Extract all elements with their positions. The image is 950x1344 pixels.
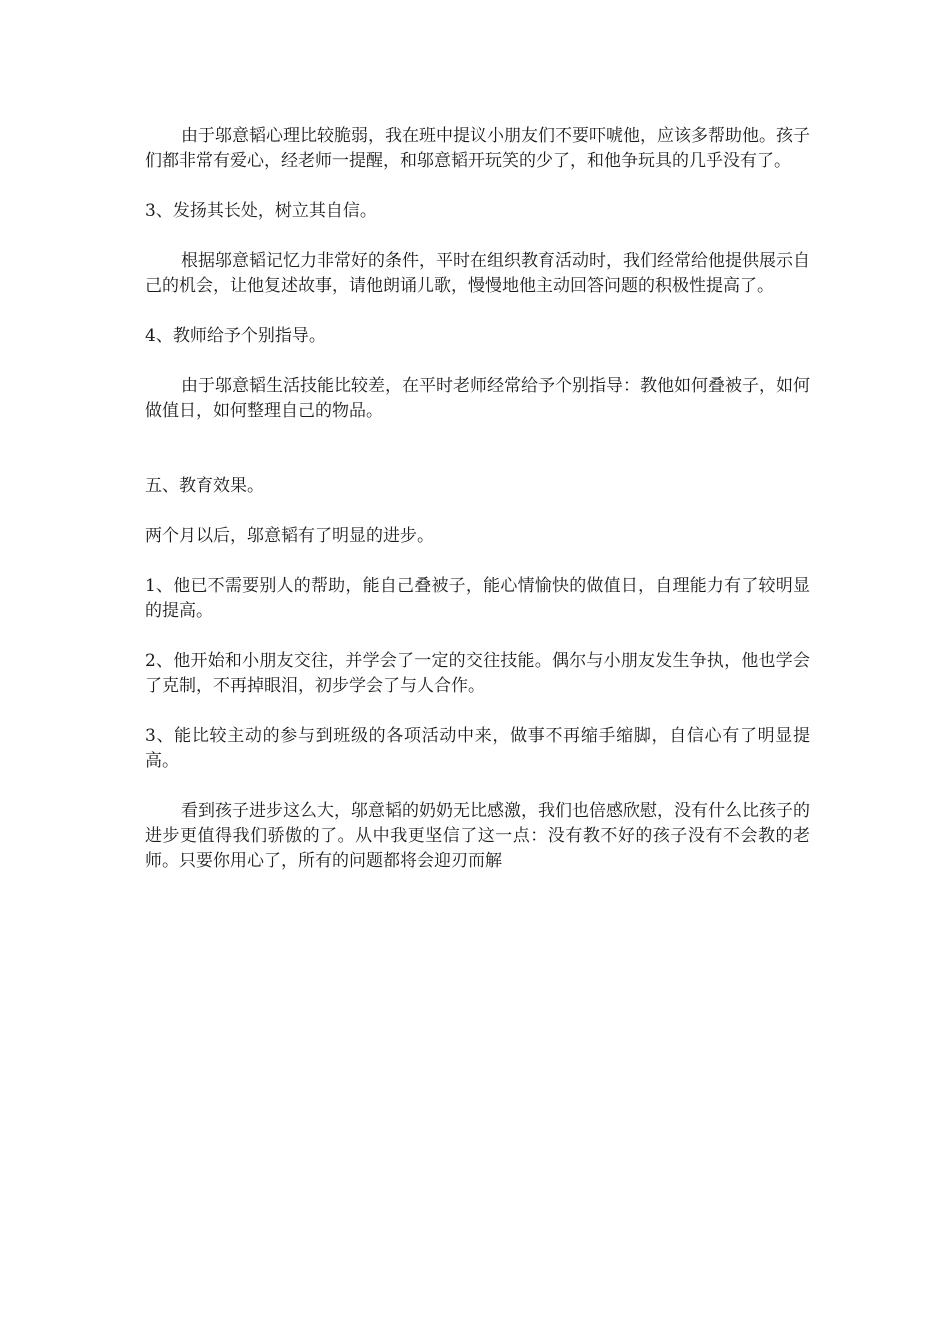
- heading-education-results: 五、教育效果。: [145, 476, 264, 496]
- paragraph-memory: 根据邬意韬记忆力非常好的条件，平时在组织教育活动时，我们经常给他提供展示自己的机会，让他复述故事，请他朗诵儿歌，慢慢地他主动回答问题的积极性提高了。: [145, 251, 810, 296]
- paragraph-conclusion: 看到孩子进步这么大，邬意韬的奶奶无比感激，我们也倍感欣慰，没有什么比孩子的进步更值得我们骄傲的了。从中我更坚信了这一点：没有教不好的孩子没有不会教的老师。只要你用心了，所有的问题都将会迎刃而解: [145, 801, 810, 871]
- heading-individual-guidance: 4、教师给予个别指导。: [145, 326, 326, 346]
- paragraph-classmates-help: 由于邬意韬心理比较脆弱，我在班中提议小朋友们不要吓唬他，应该多帮助他。孩子们都非常有爱心，经老师一提醒，和邬意韬开玩笑的少了，和他争玩具的几乎没有了。: [145, 126, 810, 171]
- heading-strengths: 3、发扬其长处，树立其自信。: [145, 201, 377, 221]
- list-item-self-care: 1、他已不需要别人的帮助，能自己叠被子，能心情愉快的做值日，自理能力有了较明显的提高。: [145, 576, 810, 621]
- document-body: [145, 124, 810, 874]
- list-item-confidence: 3、能比较主动的参与到班级的各项活动中来，做事不再缩手缩脚，自信心有了明显提高。: [145, 726, 810, 771]
- paragraph-life-skills: 由于邬意韬生活技能比较差，在平时老师经常给予个别指导：教他如何叠被子，如何做值日，如何整理自己的物品。: [145, 376, 810, 421]
- list-item-social-skills: 2、他开始和小朋友交往，并学会了一定的交往技能。偶尔与小朋友发生争执，他也学会了克制，不再掉眼泪，初步学会了与人合作。: [145, 651, 810, 696]
- paragraph-progress-intro: 两个月以后，邬意韬有了明显的进步。: [145, 526, 434, 546]
